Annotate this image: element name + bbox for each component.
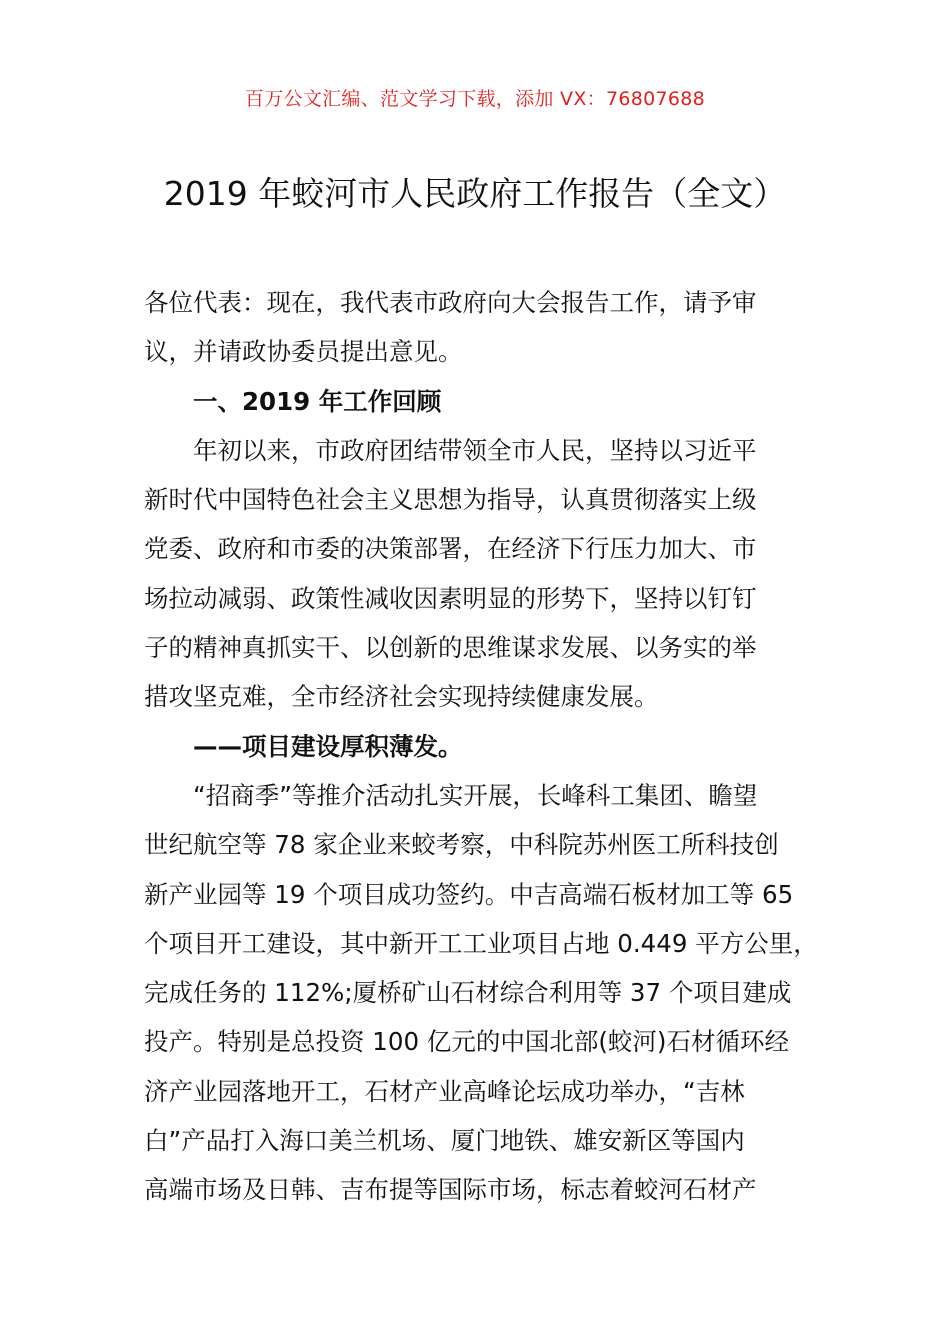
paragraph-line: 议，并请政协委员提出意见。: [144, 337, 463, 367]
paragraph-line: 措攻坚克难，全市经济社会实现持续健康发展。: [144, 682, 659, 712]
paragraph-line: 子的精神真抓实干、以创新的思维谋求发展、以务实的举: [144, 633, 757, 663]
document-title: 2019 年蛟河市人民政府工作报告（全文）: [163, 174, 787, 213]
paragraph-line: “招商季”等推介活动扎实开展，长峰科工集团、瞻望: [193, 780, 758, 810]
paragraph-line: 高端市场及日韩、吉布提等国际市场，标志着蛟河石材产: [144, 1175, 757, 1205]
paragraph-line: 投产。特别是总投资 100 亿元的中国北部(蛟河)石材循环经: [144, 1027, 789, 1057]
paragraph-line: 济产业园落地开工，石材产业高峰论坛成功举办，“吉林: [144, 1076, 745, 1106]
paragraph-line: 新产业园等 19 个项目成功签约。中吉高端石板材加工等 65: [144, 879, 794, 909]
section-heading: 一、2019 年工作回顾: [193, 386, 442, 416]
document-body: [144, 278, 818, 1215]
paragraph-line: 世纪航空等 78 家企业来蛟考察，中科院苏州医工所科技创: [144, 830, 779, 860]
paragraph-line: 白”产品打入海口美兰机场、厦门地铁、雄安新区等国内: [144, 1126, 745, 1156]
paragraph-line: 年初以来，市政府团结带领全市人民，坚持以习近平: [193, 435, 757, 465]
paragraph-line: 各位代表：现在，我代表市政府向大会报告工作，请予审: [144, 288, 757, 317]
paragraph-line: 党委、政府和市委的决策部署，在经济下行压力加大、市: [144, 534, 757, 564]
paragraph-line: 完成任务的 112%;厦桥矿山石材综合利用等 37 个项目建成: [144, 978, 792, 1008]
paragraph-line: 场拉动减弱、政策性减收因素明显的形势下，坚持以钉钉: [144, 583, 757, 613]
download-banner: 百万公文汇编、范文学习下载，添加 VX：76807688: [244, 88, 706, 110]
subsection-heading: ——项目建设厚积薄发。: [193, 731, 463, 761]
paragraph-line: 新时代中国特色社会主义思想为指导，认真贯彻落实上级: [144, 485, 757, 515]
paragraph-line: 个项目开工建设，其中新开工工业项目占地 0.449 平方公里，: [144, 928, 818, 958]
